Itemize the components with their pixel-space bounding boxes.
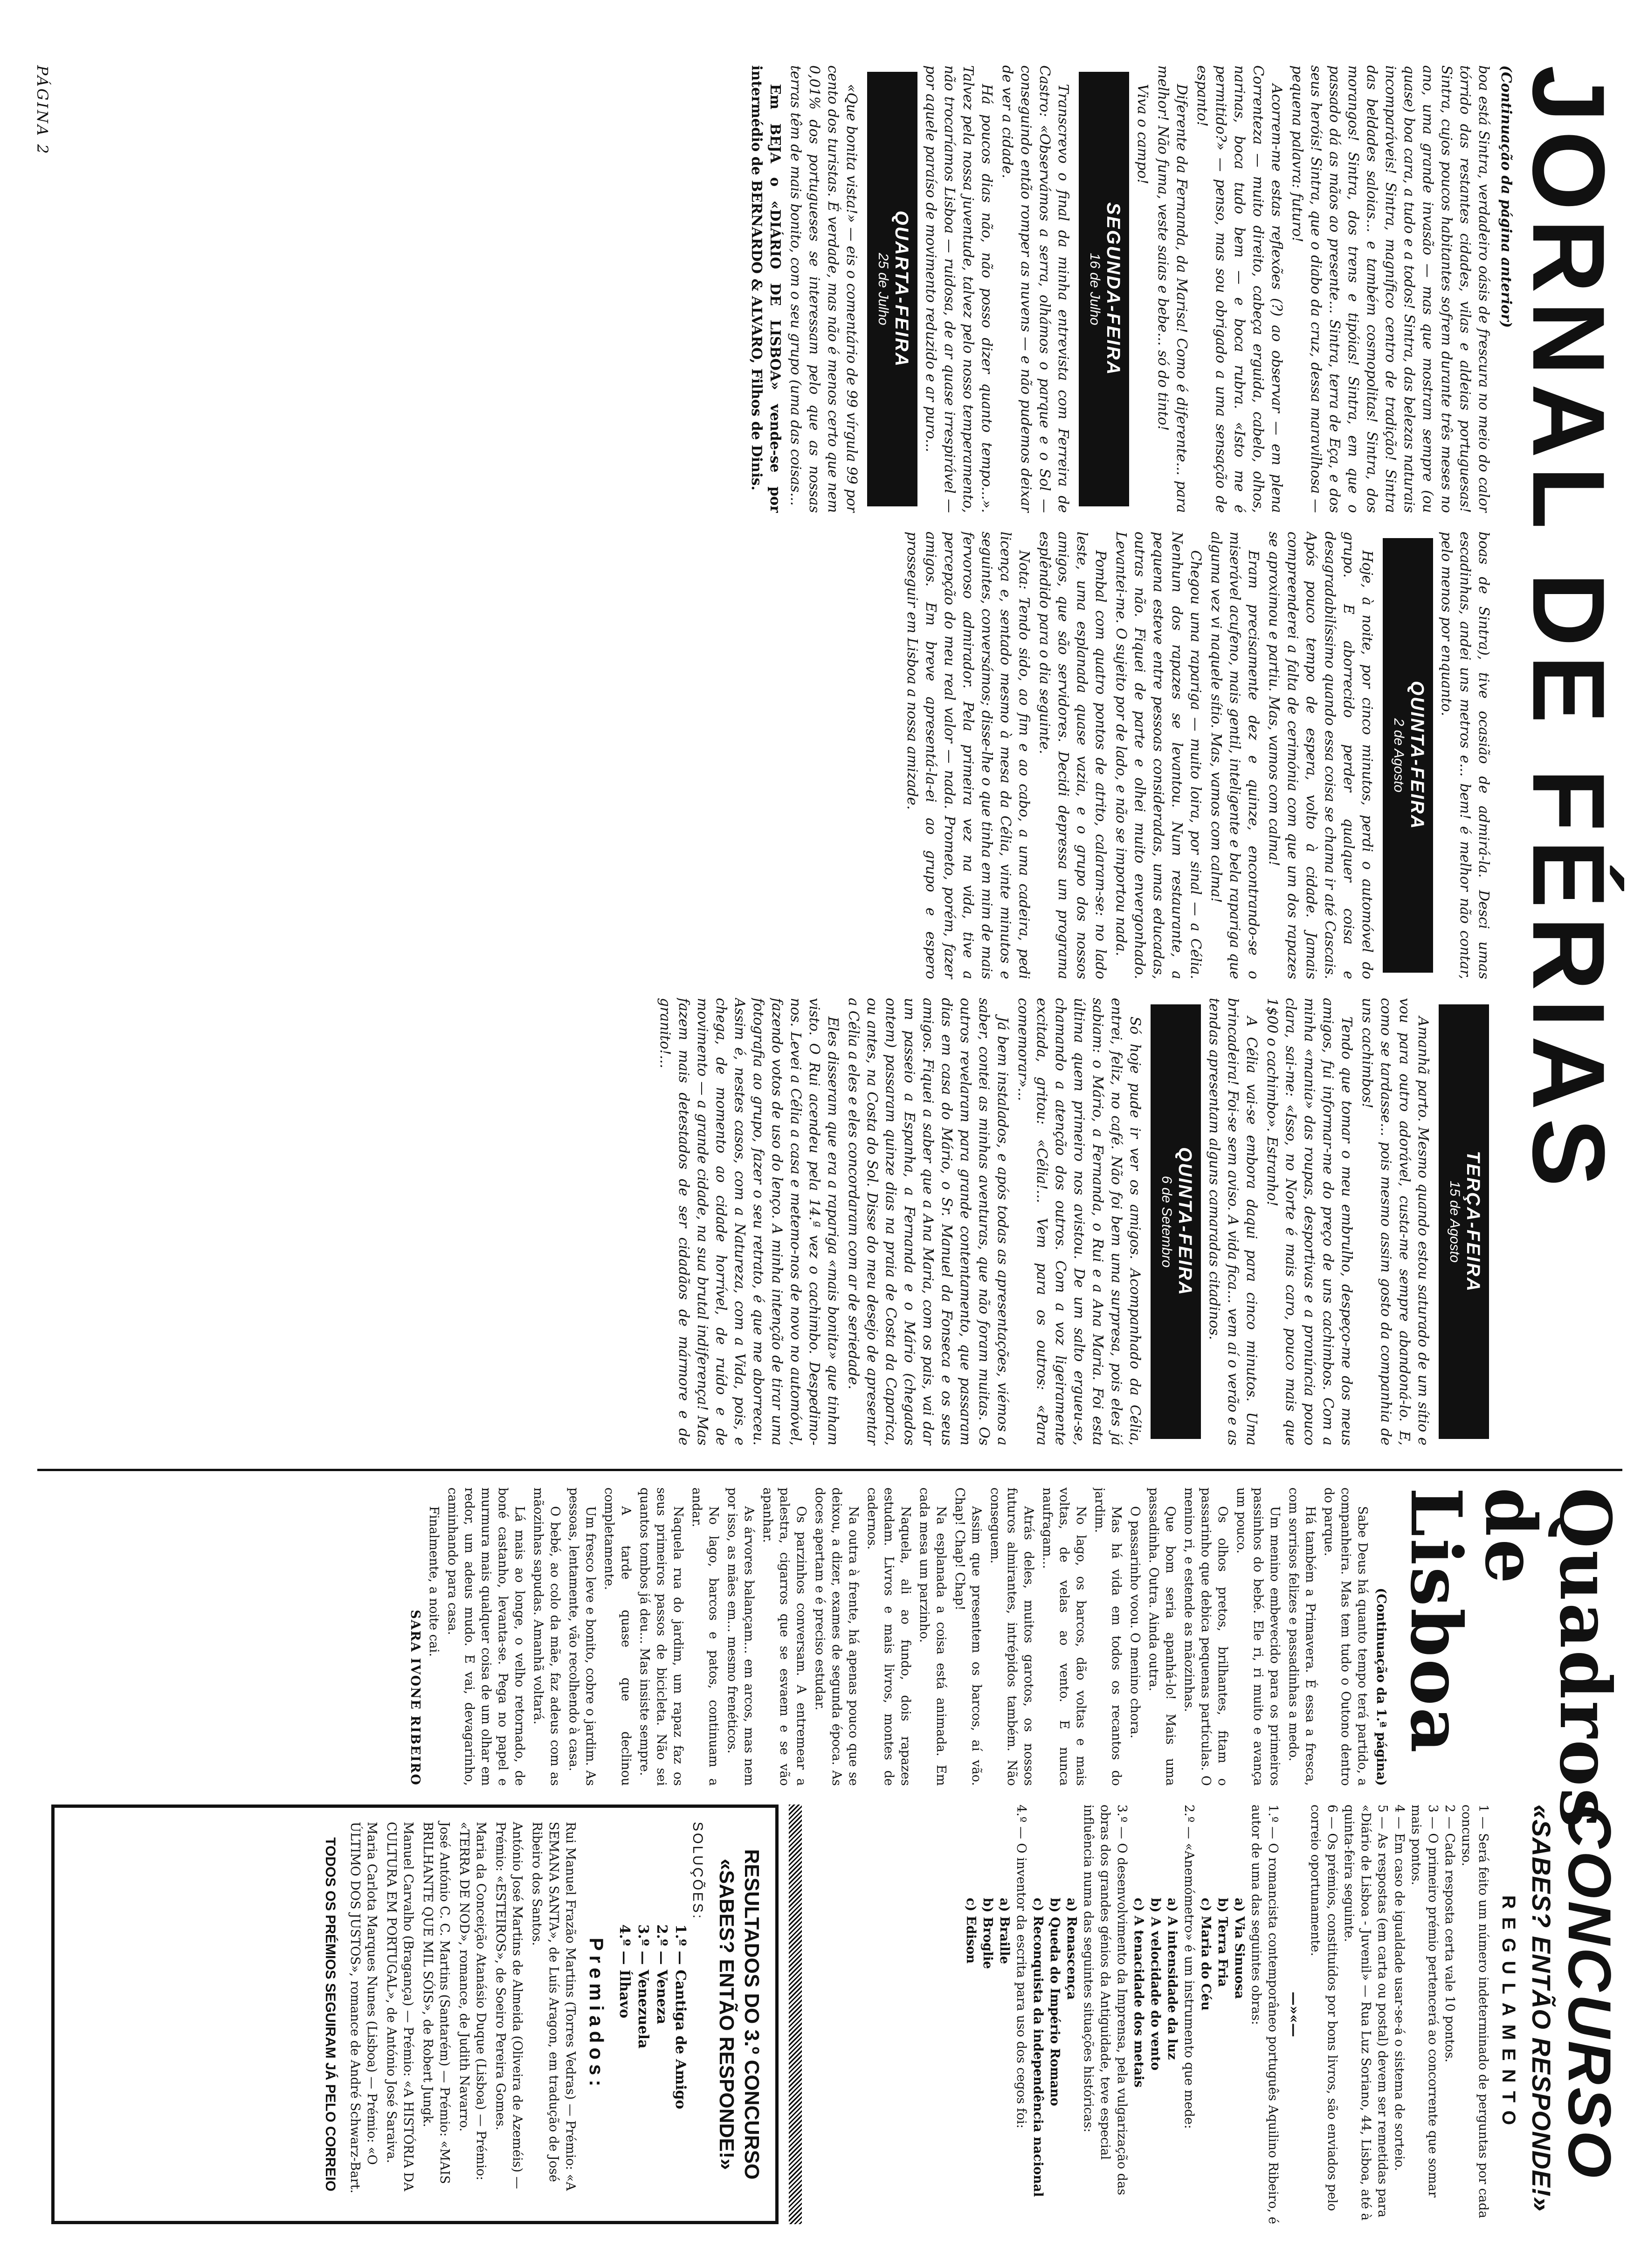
winner-item: Maria da Conceição Atanásio Duque (Lisboa) — Prémio: «TERRA DE NOD», romance, de Judith Navarro.	[457, 1822, 488, 2181]
badge-day: QUINTA-FEIRA	[1175, 1147, 1195, 1296]
quadros-paragraph: Um menino embevecido para os primeiros passinhos do bebé. Ele ri, ri muito e avança um pouco.	[1234, 1487, 1282, 1786]
question-option: a) Renascença	[1064, 1898, 1079, 2000]
quadros-paragraph: Sabe Deus há quanto tempo terá partido, a companheira. Mas tem tudo o Outono dentro do parque.	[1322, 1487, 1370, 1786]
quadros-text	[42, 1487, 1389, 1786]
hatched-divider	[789, 1805, 802, 2224]
question-4: 4.º — O inventor da escrita para uso dos cegos foi:	[1014, 1805, 1028, 2129]
question-option: a) Braille	[997, 1898, 1012, 1964]
badge-date: 16 de Julho	[1087, 253, 1103, 325]
solucoes-list	[615, 1822, 689, 2207]
question-option: c) Reconquista da independência nacional	[1031, 1898, 1045, 2197]
solucao-item: 1.º — Cantiga de Amigo	[672, 1924, 689, 2109]
concurso-rules	[1307, 1805, 1491, 2224]
quadros-title-line1: Quadros	[1544, 1487, 1626, 1830]
quadros-paragraph: Um fresco leve e bonito, cobre o jardim. As pessoas, lentamente, vão recolhendo à casa.	[566, 1487, 598, 1786]
jornal-c1-paragraph: Há poucos dias não, não posso dizer quanto tempo...». Talvez pela nossa juventude, talvez pelo nosso temperamento, não trocaríamos Lisboa — ruidosa, de ar quase irrespirável — por aquele paraíso de movimento reduzido e ar puro...	[923, 65, 995, 513]
quadros-paragraph: No lago, barcos e patos, continuam a andar.	[689, 1487, 721, 1786]
quadros-paragraph: O bebé, ao colo da mãe, faz adeus com as mãozinhas sapudas. Amanhã voltará.	[531, 1487, 562, 1786]
quadros-paragraph: Que bom seria apanhá-lo! Mais uma passadinha. Outra. Ainda outra.	[1146, 1487, 1178, 1786]
concurso-subtitle: «SABES? ENTÃO RESPONDE!»	[1527, 1805, 1556, 2212]
jornal-c2-paragraph: Pombal com quatro pontos de atrito, calaram-se: no lado leste, uma esplanada quase vazia, e o grupo dos nossos amigos, que são servidores. Decidi depressa um programa esplêndido para o dia seguinte.	[1036, 532, 1109, 979]
question-option: b) A velocidade do vento	[1148, 1898, 1163, 2071]
rule-item: 1 — Será feito um número indeterminado de perguntas por cada concurso.	[1459, 1805, 1490, 2219]
quadros-paragraph: Os olhos pretos, brilhantes, fitam o passarinho que debica pequenas partículas. O menino ri, e estende as mãozinhas.	[1182, 1487, 1230, 1786]
question-option: a) Via Sinuosa	[1232, 1898, 1247, 1999]
winner-item: António José Martins de Almeida (Oliveira de Azeméis) — Prémio: «ESTEIROS», de Soeiro Pereira Gomes.	[493, 1822, 524, 2189]
quadros-title-line3: Lisboa	[1395, 1487, 1477, 1755]
jornal-c1-paragraph: Viva o campo!	[1134, 84, 1151, 185]
date-badge-terca	[1439, 1004, 1489, 1439]
winner-item: Maria Carlota Marques Nunes (Lisboa) — Prémio: «O ÚLTIMO DOS JUSTOS», romance de André Schwarz-Bart.	[348, 1822, 379, 2193]
rule-item: 6 — Os prémios, constituídos por bons livros, são enviados pelo correio oportunamente.	[1308, 1805, 1339, 2211]
question-3: 3.º — O desenvolvimento da Imprensa, pela vulgarização das obras dos grandes génios da Antiguidade, teve especial influência numa das seguintes situações históricas:	[1081, 1805, 1129, 2195]
jornal-c1-paragraph: Acorrem-me estas reflexões (?) ao observar — em plena Correnteza — muito direito, cabeça erguida, cabelo, olhos, narinas, boca tudo bem — e boca rubra. «Isto me é permitido?» — penso, mas sou obrigado a uma sensação de espanto!	[1194, 65, 1285, 513]
jornal-column-3	[24, 998, 1493, 1445]
solucao-item: 2.º — Veneza	[654, 1924, 670, 2025]
jornal-c2-paragraph: Chegou uma rapariga — muito loira, por sinal — a Célia. Nenhum dos rapazes se levantou. Num restaurante, a pequena esteve entre pessoas consideradas, umas educadas, outras não. Fiquei de parte e olhei muito envergonhado. Levantei-me. O sujeito por de lado, e não se importou nada.	[1113, 532, 1204, 979]
badge-day: TERÇA-FEIRA	[1463, 1150, 1483, 1293]
quadros-title-line2: de	[1469, 1487, 1551, 1587]
question-option: b) Broglie	[980, 1898, 995, 1969]
question-option: b) Queda do Império Romano	[1048, 1898, 1062, 2106]
quadros-paragraph: Atrás deles, muitos garotos, os nossos futuros almirantes, intrépidos também. Não conseguem.	[988, 1487, 1036, 1786]
question-1: 1.º — O romancista contemporâneo português Aquilino Ribeiro, é autor de uma das seguintes obras:	[1249, 1805, 1280, 2224]
concurso-questions	[962, 1805, 1281, 2224]
badge-day: SEGUNDA-FEIRA	[1103, 202, 1124, 376]
jornal-continuation: (Continuação da página anterior)	[1498, 65, 1514, 328]
winner-item: Rui Manuel Frazão Martins (Torres Vedras) — Prémio: «A SEMANA SANTA», de Luís Aragon, em tradução de José Ribeiro dos Santos.	[530, 1822, 578, 2191]
resultados-footer: TODOS OS PRÉMIOS SEGUIRAM JÁ PELO CORREIO	[323, 1837, 338, 2192]
quadros-paragraph: No lago, os barcos, dão voltas e mais voltas, de velas ao vento. E nunca naufragam...	[1040, 1487, 1088, 1786]
quadros-paragraph: Assim que presentem os barcos, aí vão. Chap! Chap! Chap!	[952, 1487, 984, 1786]
jornal-c1-paragraph: Transcrevo o final da minha entrevista com Ferreira de Castro: «Observámos a serra, olhámos o parque e o Sol — conseguindo então romper as nuvens — e não pudemos deixar de ver a cidade.	[999, 65, 1071, 513]
jornal-c2-paragraph: Eram precisamente dez e quinze, encontrando-se o miserável acufeno, mais gentil, inteligente e bela rapariga que alguma vez vi naquele sítio. Mas, vamos com calma!	[1208, 532, 1262, 979]
date-badge-quinta-setembro	[1151, 1004, 1201, 1439]
jornal-c3-paragraph: Só hoje pude ir ver os amigos. Acompanhado da Célia, entrei, feliz, no café. Não foi bem uma surpresa, pois eles já sabiam: o Mário, a Fernanda, o Rui e a Ana Maria. Foi esta última quem primeiro nos avistou. De um salto ergueu-se, chamando a atenção dos outros. Com a voz ligeiramente excitada, gritou: «Célia!... Vem para os outros: «Para comemorar»...	[1015, 998, 1143, 1445]
jornal-c2-paragraph: boas de Sintra), tive ocasião de admirá-la. Desci umas escadinhas, andei uns metros e... bem! é melhor não contar, pelo menos por enquanto.	[1438, 532, 1492, 979]
section-divider	[37, 1469, 1622, 1471]
concurso-title: CONCURSO	[1556, 1805, 1624, 2181]
winners-list	[346, 1822, 579, 2207]
badge-date: 25 de Julho	[876, 253, 891, 325]
page-footer-label: PÁGINA 2	[34, 65, 51, 156]
date-badge-quarta	[867, 72, 917, 506]
quadros-author: SARA IVONE RIBEIRO	[408, 1610, 422, 1786]
badge-date: 6 de Setembro	[1159, 1175, 1174, 1268]
jornal-c2-paragraph: Hoje, à noite, por cinco minutos, perdi o automóvel do grupo. E aborrecido perder qualquer coisa e desagradabilíssimo quando essa coisa se chama ir até Cascais. Após pouco tempo de espera, volto à cidade. Jamais compreenderei a falta de cerimónia com que um dos rapazes se aproximou e partiu. Mas, vamos com calma!	[1266, 532, 1375, 979]
page-footer	[28, 65, 51, 532]
quadros-paragraph: O passarinho voou. O menino chora.	[1128, 1506, 1142, 1739]
concurso-regulamento: REGULAMENTO	[1498, 1895, 1519, 2134]
date-badge-quinta	[1383, 538, 1433, 973]
quadros-paragraph: Naquela rua do jardim, um rapaz faz os seus primeiros passos de bicicleta. Não sei quantos tombos já deu... Mas insiste sempre.	[637, 1487, 685, 1786]
jornal-title: JORNAL DE FÉRIAS	[1511, 65, 1626, 1196]
jornal-column-1	[24, 65, 1493, 513]
question-option: c) Maria do Céu	[1199, 1898, 1213, 2011]
premiados-label: Premiados:	[586, 1937, 607, 2091]
winner-item: Manuel Carvalho (Bragança) — Prémio: «A HISTÓRIA DA CULTURA EM PORTUGAL», de António José Saraiva.	[384, 1822, 415, 2192]
solucao-item: 3.º — Venezuela	[635, 1924, 651, 2049]
rule-item: 4 — Em caso de igualdade usar-se-á o sistema de sorteio.	[1392, 1805, 1407, 2171]
jornal-c1-notice: Em BEJA o «DIÁRIO DE LISBOA» vende-se por intermédio de BERNARDO & ALVARO, Filhos de Dinis.	[748, 65, 783, 513]
concurso-separator: —»«—	[1286, 1991, 1302, 2037]
question-option: c) A tenacidade dos metais	[1131, 1898, 1146, 2088]
rule-item: 2 — Cada resposta certa vale 10 pontos.	[1442, 1805, 1457, 2063]
quadros-paragraph: Naquela, ali ao fundo, dois rapazes estudam. Livros e mais livros, montes de cadernos.	[865, 1487, 913, 1786]
quadros-continuation: (Continuação da 1.ª página)	[1374, 1588, 1388, 1786]
winner-item: José António C. C. Martins (Santarém) — Prémio: «MAIS BRILHANTE QUE MIL SÓIS», de Robert Jungk.	[421, 1822, 452, 2184]
date-badge-segunda	[1079, 72, 1129, 506]
badge-day: QUINTA-FEIRA	[1407, 681, 1427, 830]
rule-item: 3 — O primeiro prémio pertencerá ao concorrente que somar mais pontos.	[1409, 1805, 1440, 2198]
jornal-column-2	[24, 532, 1493, 979]
jornal-c3-paragraph: A Célia vai-se embora daqui para cinco minutos. Uma brincadeira! Foi-se sem aviso. A vida fica... vem aí o verão e as tendas apresentam alguns camaradas citadinos.	[1206, 998, 1260, 1445]
badge-date: 2 de Agosto	[1391, 718, 1407, 793]
solucao-item: 4.º — Ílhavo	[616, 1924, 633, 2019]
jornal-c3-paragraph: Tendo que tomar o meu embrulho, despeço-me dos meus amigos, fui informar-me do preço de uns cachimbos. Com a minha «mania» das roupas, desportivas e a pronúncia pouco clara, sai-me: «Isso, no Norte é mais caro, pouco mais que 1$00 o cachimbo». Estranho!	[1264, 998, 1355, 1445]
jornal-c1-paragraph: «Que bonita vista!» — eis o comentário de 99 vírgula 99 por cento dos turistas. É verdade, mas não é menos certo que nem 0,01% dos portugueses se interessam pelo que as nossas terras têm de mais bonito, com o seu grupo (uma das coisas...	[787, 65, 860, 513]
resultados-subtitle: «SABES? ENTÃO RESPONDE!»	[715, 1859, 738, 2170]
question-2: 2.º — «Anemómetro» é um instrumento que mede:	[1182, 1805, 1196, 2129]
quadros-paragraph: Lá mais ao longe, o velho retornado, de boné castanho, levanta-se. Pega no papel e murmura mais qualquer coisa de um olhar em redor, um adeus mudo. E vai, devagarinho, caminhando para casa.	[445, 1487, 527, 1786]
quadros-paragraph: Na outra à frente, há apenas pouco que se deixou, a dizer, exames de segunda época. As doces apertam e é preciso estudar.	[813, 1487, 861, 1786]
badge-date: 15 de Agosto	[1447, 1181, 1462, 1263]
question-option: b) Terra Fria	[1215, 1898, 1230, 1987]
quadros-paragraph: Os parzinhos conversam. A entremear a palestra, cigarros que se esvaem e se vão apanhar.	[760, 1487, 808, 1786]
question-option: c) Edison	[964, 1898, 978, 1964]
solucoes-label: SOLUÇÕES:	[690, 1822, 705, 1921]
question-option: a) A intensidade da luz	[1165, 1898, 1179, 2060]
concurso-block	[807, 1805, 1622, 2224]
jornal-c3-paragraph: Eles disseram que era a rapariga «mais bonita» que tinham visto. O Rui acendeu pela 14.ª vez o cachimbo. Despedimo-nos. Levei a Célia a casa e metemo-nos de novo no automóvel, fazendo votos de uso do lenço. A minha intenção de tirar uma fotografia ao grupo, fazer o seu retrato, é que me aborreceu. Assim é, nestes casos, com a Natureza, com a Vida, pois, e chega, de momento ao cidade horrível, de ruído e de movimento — a grande cidade, na sua brutal indiferença! Mas fazem mais detestados de ser cidadãos de mármore e de granito!...	[657, 998, 841, 1445]
quadros-paragraph: Finalmente, a noite cai.	[427, 1506, 441, 1657]
jornal-c3-paragraph: Amanhã parto. Mesmo quando estou saturado de um sítio e vou para outro adorável, custa-me sempre abandoná-lo. E, como se tardasse... pois mesmo assim gosto da companhia de uns cachimbos!	[1359, 998, 1431, 1445]
quadros-paragraph: Há também a Primavera. É essa a fresca, com sorrisos felizes e passadinhas a medo.	[1286, 1487, 1317, 1786]
jornal-c2-paragraph: Nota: Tendo sido, ao fim e ao cabo, a uma cadeira, pedi licença e, sentado mesmo à mesa da Célia, vinte minutos e seguintes, conversámos; disse-lhe o que tinha em mim de mais fervoroso admirador. Pela primeira vez na vida, tive a percepção do meu real valor — nada. Prometo, porém, fazer amigos. Em breve apresentá-la-ei ao grupo e espero prosseguir em Lisboa a nossa amizade.	[904, 532, 1032, 979]
quadros-paragraph: Na esplanada a coisa está animada. Em cada mesa um parzinho.	[917, 1487, 948, 1786]
jornal-c1-paragraph: Diferente da Fernanda, da Marisa! Como é diferente... para melhor! Não fuma, veste saias e bebe... só do tinto!	[1155, 65, 1190, 513]
quadros-paragraph: As árvores balançam... em arcos, mas nem por isso, as mães em... mesmo frenéticos.	[725, 1487, 756, 1786]
quadros-paragraph: A tarde quase que declinou completamente.	[602, 1487, 633, 1786]
resultados-box	[51, 1805, 779, 2224]
resultados-title: RESULTADOS DO 3.º CONCURSO	[740, 1849, 763, 2180]
quadros-paragraph: Mas há vida em todos os recantos do jardim.	[1092, 1487, 1124, 1786]
rule-item: 5 — As respostas (em carta ou postal) devem ser remetidas para «Diário de Lisboa - Juvenil» — Rua Luz Soriano, 44, Lisboa, até à quinta-feira seguinte.	[1342, 1805, 1390, 2221]
badge-day: QUARTA-FEIRA	[891, 210, 912, 368]
jornal-c3-paragraph: Já bem instalados, e após todas as apresentações, viémos a saber, contei as minhas aventuras, que não foram muitas. Os outros revelaram para grande contentamento, que passaram dias em casa do Mário, o Sr. Manuel da Fonseca e os seus amigos. Fiquei a saber que a Ana Maria, com os pais, vai dar um passeio a Espanha, a Fernanda e o Mário (chegados ontem) passaram quinze dias na praia de Costa da Caparica, ou antes, na Costa do Sol. Disse do meu desejo de apresentar a Célia a eles e eles concordaram com ar de seriedade.	[845, 998, 1011, 1445]
jornal-c1-intro: boa está Sintra, verdadeiro oásis de frescura no meio do calor tórrido das restantes cidades, vilas e aldeias portuguesas! Sintra, cujos poucos habitantes sofrem durante três meses no ano, uma grande invasão — mas que mostram sempre (ou quase) boa cara, a tudo e a todos! Sintra, das belezas naturais incomparáveis! Sintra, magnífico centro de tradição! Sintra das beldades saloias... e também cosmopolitas! Sintra, dos morangos! Sintra, dos trens e tipóias! Sintra, em que o passado dá as mãos ao presente... Sintra, terra de Eça, e dos seus heróis! Sintra, que o diabo da cruz, dessa maravilhosa — pequena palavra: futuro!	[1289, 65, 1492, 513]
